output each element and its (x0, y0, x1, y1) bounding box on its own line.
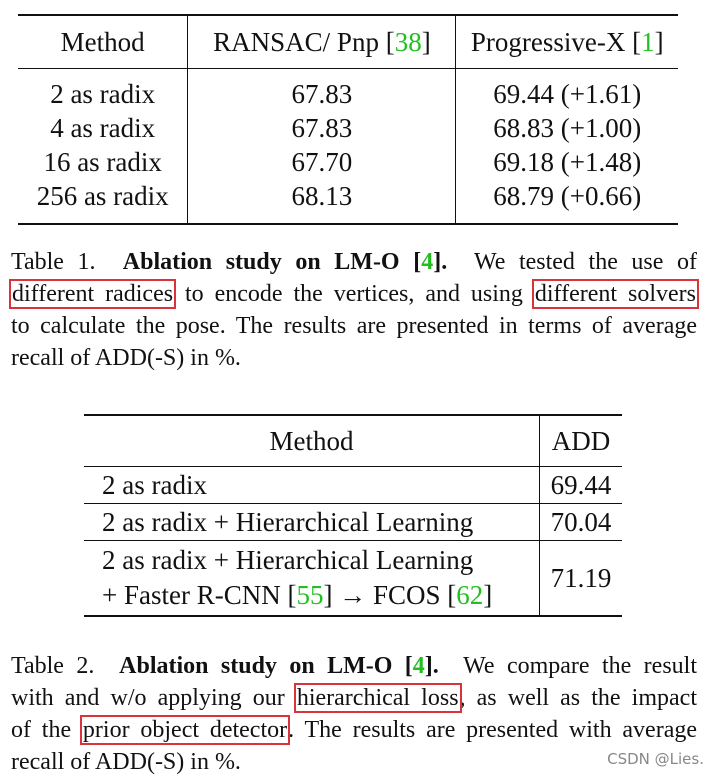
citation-link[interactable]: 62 (456, 580, 484, 610)
cell-method: 4 as radix (50, 112, 156, 143)
table-1 (18, 14, 678, 225)
cell-progressive-x: 68.83 (+1.00) (456, 111, 678, 145)
cell-ransac: 68.13 (188, 179, 456, 224)
citation-link[interactable]: 55 (296, 580, 324, 610)
cell-method: 2 as radix (84, 467, 540, 504)
table-2-header-row (84, 415, 622, 467)
table-2-caption (11, 650, 697, 778)
table-row (84, 504, 622, 541)
header-progressive-x: Progressive-X [1] (456, 15, 678, 69)
citation-link[interactable]: 4 (421, 249, 434, 275)
table-row (84, 467, 622, 504)
cell-method: 16 as radix (43, 146, 162, 177)
cell-method: 256 as radix (36, 180, 169, 211)
cell-ransac: 67.83 (188, 69, 456, 112)
caption-line: to calculate the pose. The results are presented in terms of average (11, 313, 697, 339)
citation-link[interactable]: 38 (394, 26, 422, 57)
highlight-box: hierarchical loss (296, 685, 459, 711)
caption-line: of the prior object detector. The results are presented with average (11, 717, 697, 743)
caption-line: Table 2. Ablation study on LM-O [4]. We compare the result (11, 653, 698, 679)
header-ransac: RANSAC/ Pnp [38] (188, 15, 456, 69)
header-method: Method (84, 415, 540, 467)
cell-progressive-x: 68.79 (+0.66) (456, 179, 678, 224)
cell-add: 70.04 (540, 504, 623, 541)
table-row (18, 179, 678, 224)
table-1-header-row (18, 15, 678, 69)
caption-line: Table 1. Ablation study on LM-O [4]. We tested the use of (11, 249, 698, 275)
cell-add: 69.44 (540, 467, 623, 504)
cell-progressive-x: 69.18 (+1.48) (456, 145, 678, 179)
citation-link[interactable]: 1 (641, 26, 655, 57)
header-method: Method (18, 15, 188, 69)
table-row (84, 541, 622, 617)
table-2 (84, 414, 622, 617)
cell-progressive-x: 69.44 (+1.61) (456, 69, 678, 112)
highlight-box: prior object detector (82, 717, 288, 743)
table-row (18, 69, 678, 112)
cell-method: 2 as radix + Hierarchical Learning (84, 504, 540, 541)
cell-method: 2 as radix (50, 78, 156, 109)
cell-ransac: 67.83 (188, 111, 456, 145)
caption-line: recall of ADD(-S) in %. (11, 749, 241, 775)
citation-link[interactable]: 4 (412, 653, 425, 679)
table-row (18, 111, 678, 145)
cell-method: 2 as radix + Hierarchical Learning + Faster R-CNN [55] → FCOS [62] (102, 545, 493, 610)
cell-ransac: 67.70 (188, 145, 456, 179)
highlight-box: different radices (12, 281, 174, 307)
header-add: ADD (540, 415, 623, 467)
cell-add: 71.19 (540, 541, 623, 617)
table-1-caption (11, 246, 697, 374)
highlight-box: different solvers (534, 281, 696, 307)
caption-line: with and w/o applying our hierarchical loss, as well as the impact (11, 685, 697, 711)
caption-line: different radices to encode the vertices, and using different solvers (12, 281, 696, 307)
table-row (18, 145, 678, 179)
caption-line: recall of ADD(-S) in %. (11, 345, 241, 371)
watermark: CSDN @Lies. (607, 750, 704, 768)
